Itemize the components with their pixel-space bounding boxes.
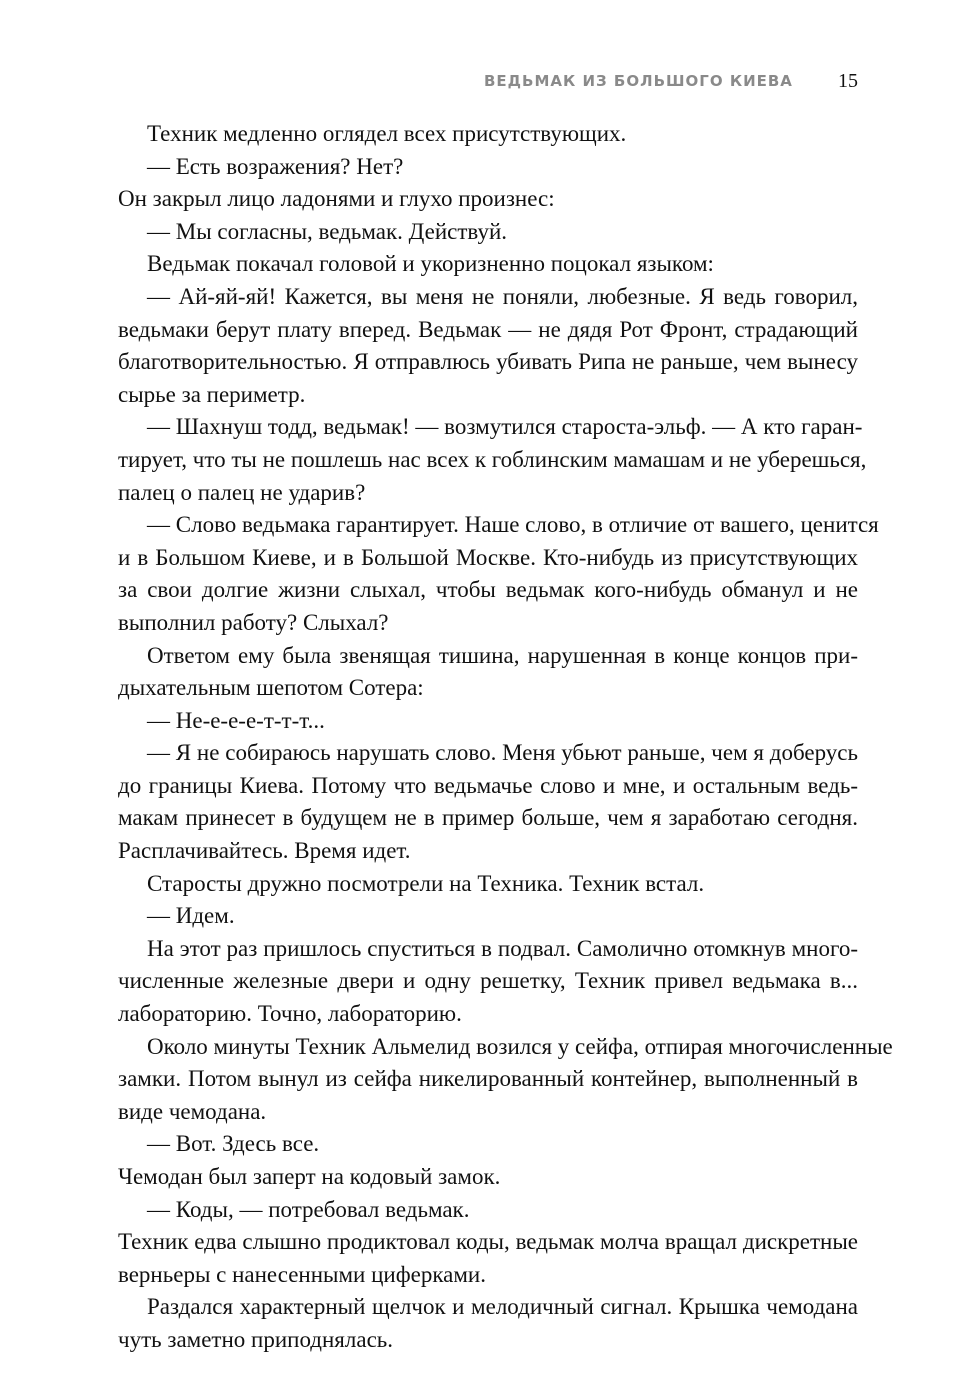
text-line: замки. Потом вынул из сейфа никелированный контейнер, выполненный в [118,1066,858,1092]
text-line: — Шахнуш тодд, ведьмак! — возмутился староста-эльф. — А кто гаран- [147,414,863,440]
text-line: — Идем. [147,903,235,929]
text-line: палец о палец не ударив? [118,479,366,505]
text-line: Техник медленно оглядел всех присутствующих. [147,121,627,146]
text-line: ведьмаки берут плату вперед. Ведьмак — не дядя Рот Фронт, страдающий [118,316,858,342]
text-line: — Не-е-е-е-т-т-т... [147,707,325,733]
text-line: сырье за периметр. [118,381,306,407]
text-line: до границы Киева. Потому что ведьмачье слово и мне, и остальным ведь- [118,772,858,798]
text-line: тирует, что ты не пошлешь нас всех к гоблинским мамашам и не уберешься, [118,446,867,472]
text-line: верньеры с нанесенными циферками. [118,1261,486,1287]
text-line: макам принесет в будущем не в пример больше, чем я заработаю сегодня. [118,805,858,831]
text-line: дыхательным шепотом Сотера: [118,675,424,701]
page-body-text [118,118,893,1357]
page-number: 15 [838,70,858,92]
text-line: — Ай-яй-яй! Кажется, вы меня не поняли, любезные. Я ведь говорил, [147,283,858,309]
text-line: Расплачивайтесь. Время идет. [118,838,411,864]
text-line: за свои долгие жизни слыхал, чтобы ведьмак кого-нибудь обманул и не [118,577,858,603]
text-line: — Есть возражения? Нет? [147,153,404,179]
text-line: — Коды, — потребовал ведьмак. [147,1196,470,1222]
text-line: выполнил работу? Слыхал? [118,609,389,635]
text-line: Он закрыл лицо ладонями и глухо произнес: [118,186,555,212]
text-line: численные железные двери и одну решетку, Техник привел ведьмака в... [118,968,858,994]
text-line: Чемодан был заперт на кодовый замок. [118,1164,501,1189]
text-line: Раздался характерный щелчок и мелодичный сигнал. Крышка чемодана [147,1294,858,1320]
text-line: чуть заметно приподнялась. [118,1326,394,1352]
text-line: На этот раз пришлось спуститься в подвал. Самолично отомкнув много- [147,935,858,961]
text-line: — Вот. Здесь все. [147,1131,320,1157]
text-line: и в Большом Киеве, и в Большой Москве. Кто-нибудь из присутствующих [118,544,858,570]
text-line: — Я не собираюсь нарушать слово. Меня убьют раньше, чем я доберусь [147,740,858,766]
text-line: благотворительностью. Я отправлюсь убивать Рипа не раньше, чем вынесу [118,349,858,375]
text-line: Ведьмак покачал головой и укоризненно поцокал языком: [147,251,714,277]
text-line: виде чемодана. [118,1098,267,1124]
text-line: — Мы согласны, ведьмак. Действуй. [147,218,508,244]
text-line: Старосты дружно посмотрели на Техника. Техник встал. [147,870,705,896]
text-line: Техник едва слышно продиктовал коды, ведьмак молча вращал дискретные [118,1229,858,1255]
text-line: лабораторию. Точно, лабораторию. [118,1001,462,1027]
text-line: — Слово ведьмака гарантирует. Наше слово, в отличие от вашего, ценится [147,512,879,538]
text-line: Ответом ему была звенящая тишина, нарушенная в конце концов при- [147,642,858,668]
text-line: Около минуты Техник Альмелид возился у сейфа, отпирая многочисленные [147,1033,893,1059]
running-head: ВЕДЬМАК ИЗ БОЛЬШОГО КИЕВА [484,72,793,90]
